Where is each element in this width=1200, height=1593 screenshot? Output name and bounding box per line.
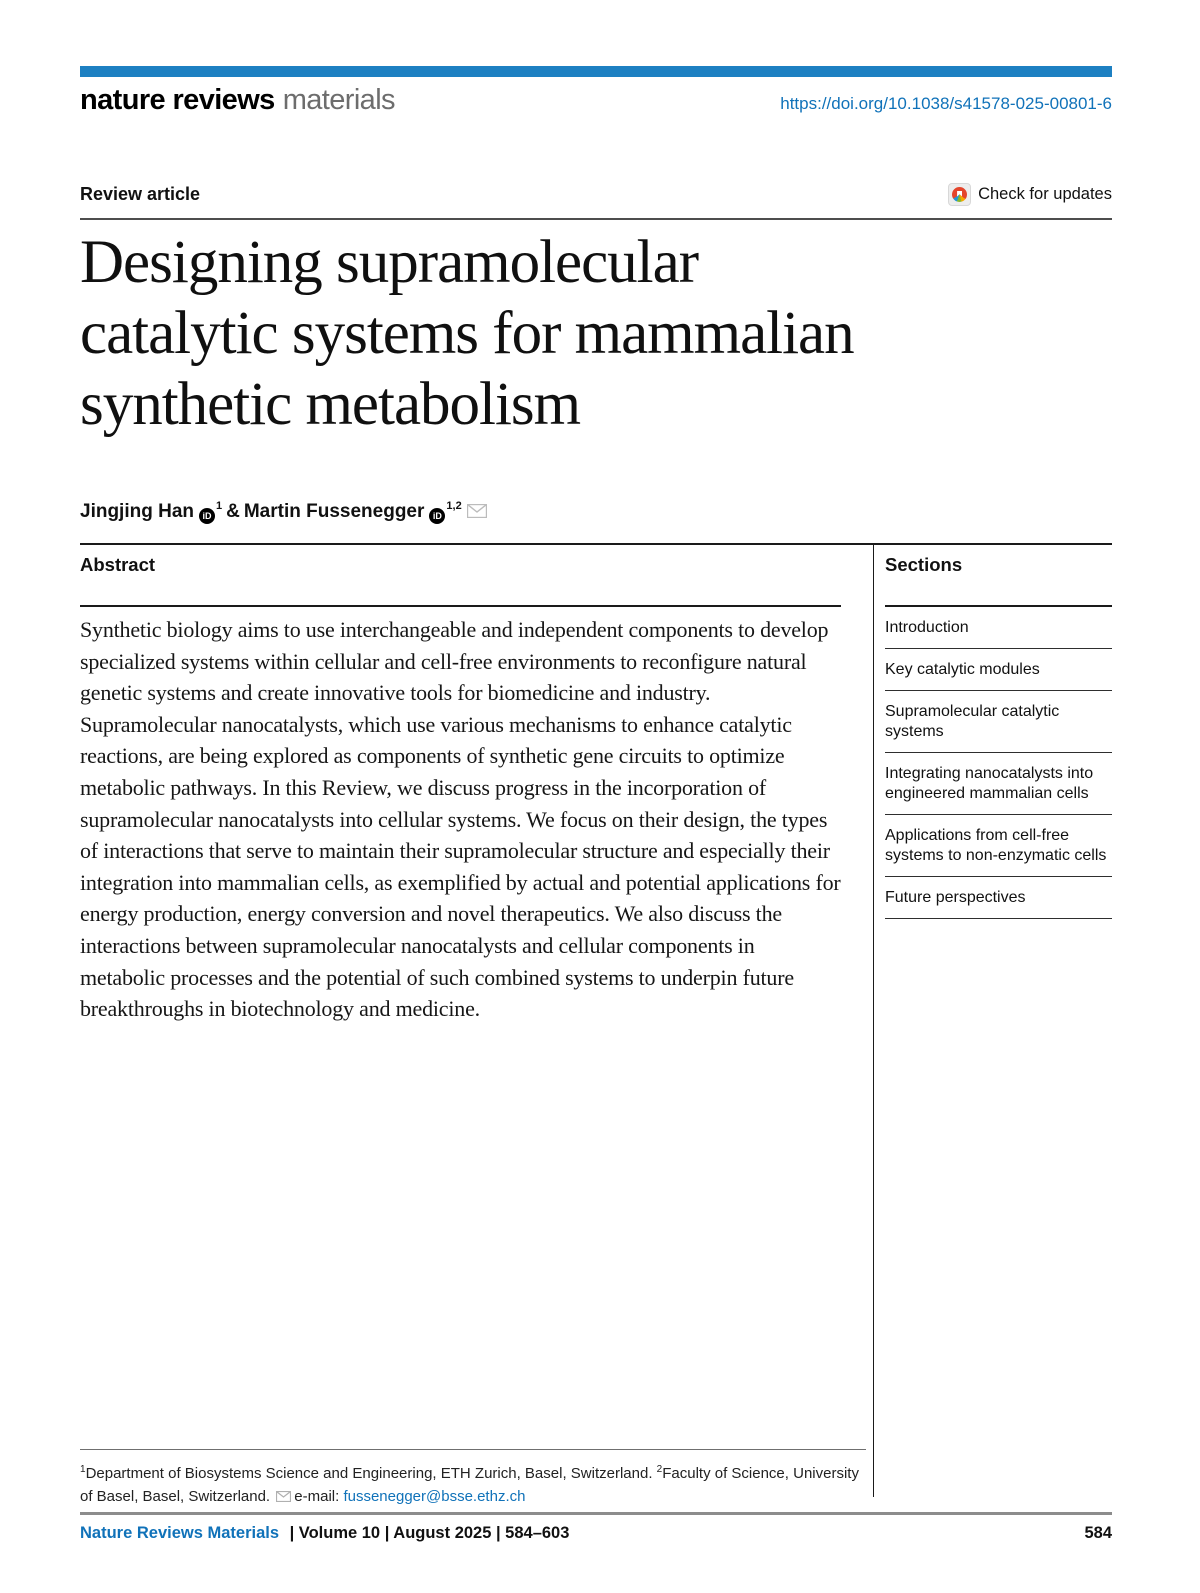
journal-logo-bold: nature reviews — [80, 84, 275, 116]
header-divider — [80, 218, 1112, 220]
sections-list — [885, 607, 1112, 919]
journal-logo-light: materials — [282, 84, 395, 116]
footer-journal-link[interactable]: Nature Reviews Materials — [80, 1524, 280, 1542]
abstract-column — [80, 545, 873, 1497]
abstract-heading: Abstract — [80, 554, 156, 575]
article-title — [80, 227, 1095, 440]
title-line-2: catalytic systems for mammalian — [80, 300, 854, 367]
section-link-supramolecular-catalytic-systems[interactable]: Supramolecular catalytic systems — [885, 691, 1112, 753]
orcid-icon[interactable]: iD — [199, 508, 215, 524]
footer-citation — [80, 1524, 569, 1543]
author-affiliation-sup: 1,2 — [446, 500, 462, 512]
check-for-updates-label: Check for updates — [978, 185, 1112, 203]
title-line-3: synthetic metabolism — [80, 371, 581, 438]
section-link-key-catalytic-modules[interactable]: Key catalytic modules — [885, 649, 1112, 691]
abstract-text: Synthetic biology aims to use interchangeable and independent components to develop specialized systems within cellular and cell-free environments to reconfigure natural genetic systems and create innovative tools for biomedicine and industry. Supramolecular nanocatalysts, which use various mechanisms to enhance catalytic reactions, are being explored as components of synthetic gene circuits to optimize metabolic pathways. In this Review, we discuss progress in the incorporation of supramolecular nanocatalysts into cellular systems. We focus on their design, the types of interactions that serve to maintain their supramolecular structure and especially their integration into mammalian cells, as exemplified by actual and potential applications for energy production, energy conversion and novel therapeutics. We also discuss the interactions between supramolecular nanocatalysts and cellular components in metabolic processes and the potential of such combined systems to underpin future breakthroughs in biotechnology and medicine. — [80, 617, 841, 1022]
section-link-integrating-nanocatalysts[interactable]: Integrating nanocatalysts into engineered mammalian cells — [885, 753, 1112, 815]
footer-volume-info: | Volume 10 | August 2025 | 584–603 — [285, 1524, 570, 1542]
section-link-future-perspectives[interactable]: Future perspectives — [885, 877, 1112, 919]
doi-link[interactable]: https://doi.org/10.1038/s41578-025-00801-6 — [780, 94, 1112, 113]
page-number: 584 — [1084, 1524, 1112, 1542]
affiliations-footnote — [80, 1449, 866, 1509]
orcid-icon[interactable]: iD — [429, 508, 445, 524]
abstract-heading-rule — [80, 605, 841, 607]
affiliation-sup-1: 1 — [80, 1464, 86, 1475]
author-affiliation-sup: 1 — [216, 500, 223, 512]
email-envelope-icon — [276, 1486, 291, 1509]
title-line-1: Designing supramolecular — [80, 229, 699, 296]
crossmark-icon — [948, 183, 971, 206]
email-envelope-icon[interactable] — [467, 502, 487, 524]
check-for-updates-button[interactable] — [948, 183, 1112, 206]
author-list — [80, 500, 487, 524]
author-name: Jingjing Han — [80, 501, 194, 522]
page-footer — [80, 1512, 1112, 1543]
email-link[interactable]: fussenegger@bsse.ethz.ch — [343, 1488, 526, 1505]
section-link-introduction[interactable]: Introduction — [885, 607, 1112, 649]
article-kind-label: Review article — [80, 184, 201, 204]
journal-logo — [80, 84, 395, 117]
email-label: e-mail: — [294, 1488, 344, 1505]
affiliation-sup-2: 2 — [656, 1464, 663, 1475]
sections-heading: Sections — [885, 554, 963, 575]
sections-sidebar — [873, 545, 1112, 1497]
masthead — [80, 84, 1112, 117]
section-link-applications[interactable]: Applications from cell-free systems to non-enzymatic cells — [885, 815, 1112, 877]
abstract-sections-grid — [80, 543, 1112, 1497]
author-name: Martin Fussenegger — [243, 501, 425, 522]
affiliation-2: Faculty of Science, University of Basel, Basel, Switzerland. — [80, 1465, 859, 1505]
brand-bar — [80, 66, 1112, 77]
author-separator: & — [226, 501, 240, 522]
article-kind-row — [80, 183, 1112, 206]
affiliation-1: Department of Biosystems Science and Engineering, ETH Zurich, Basel, Switzerland. — [85, 1465, 657, 1482]
